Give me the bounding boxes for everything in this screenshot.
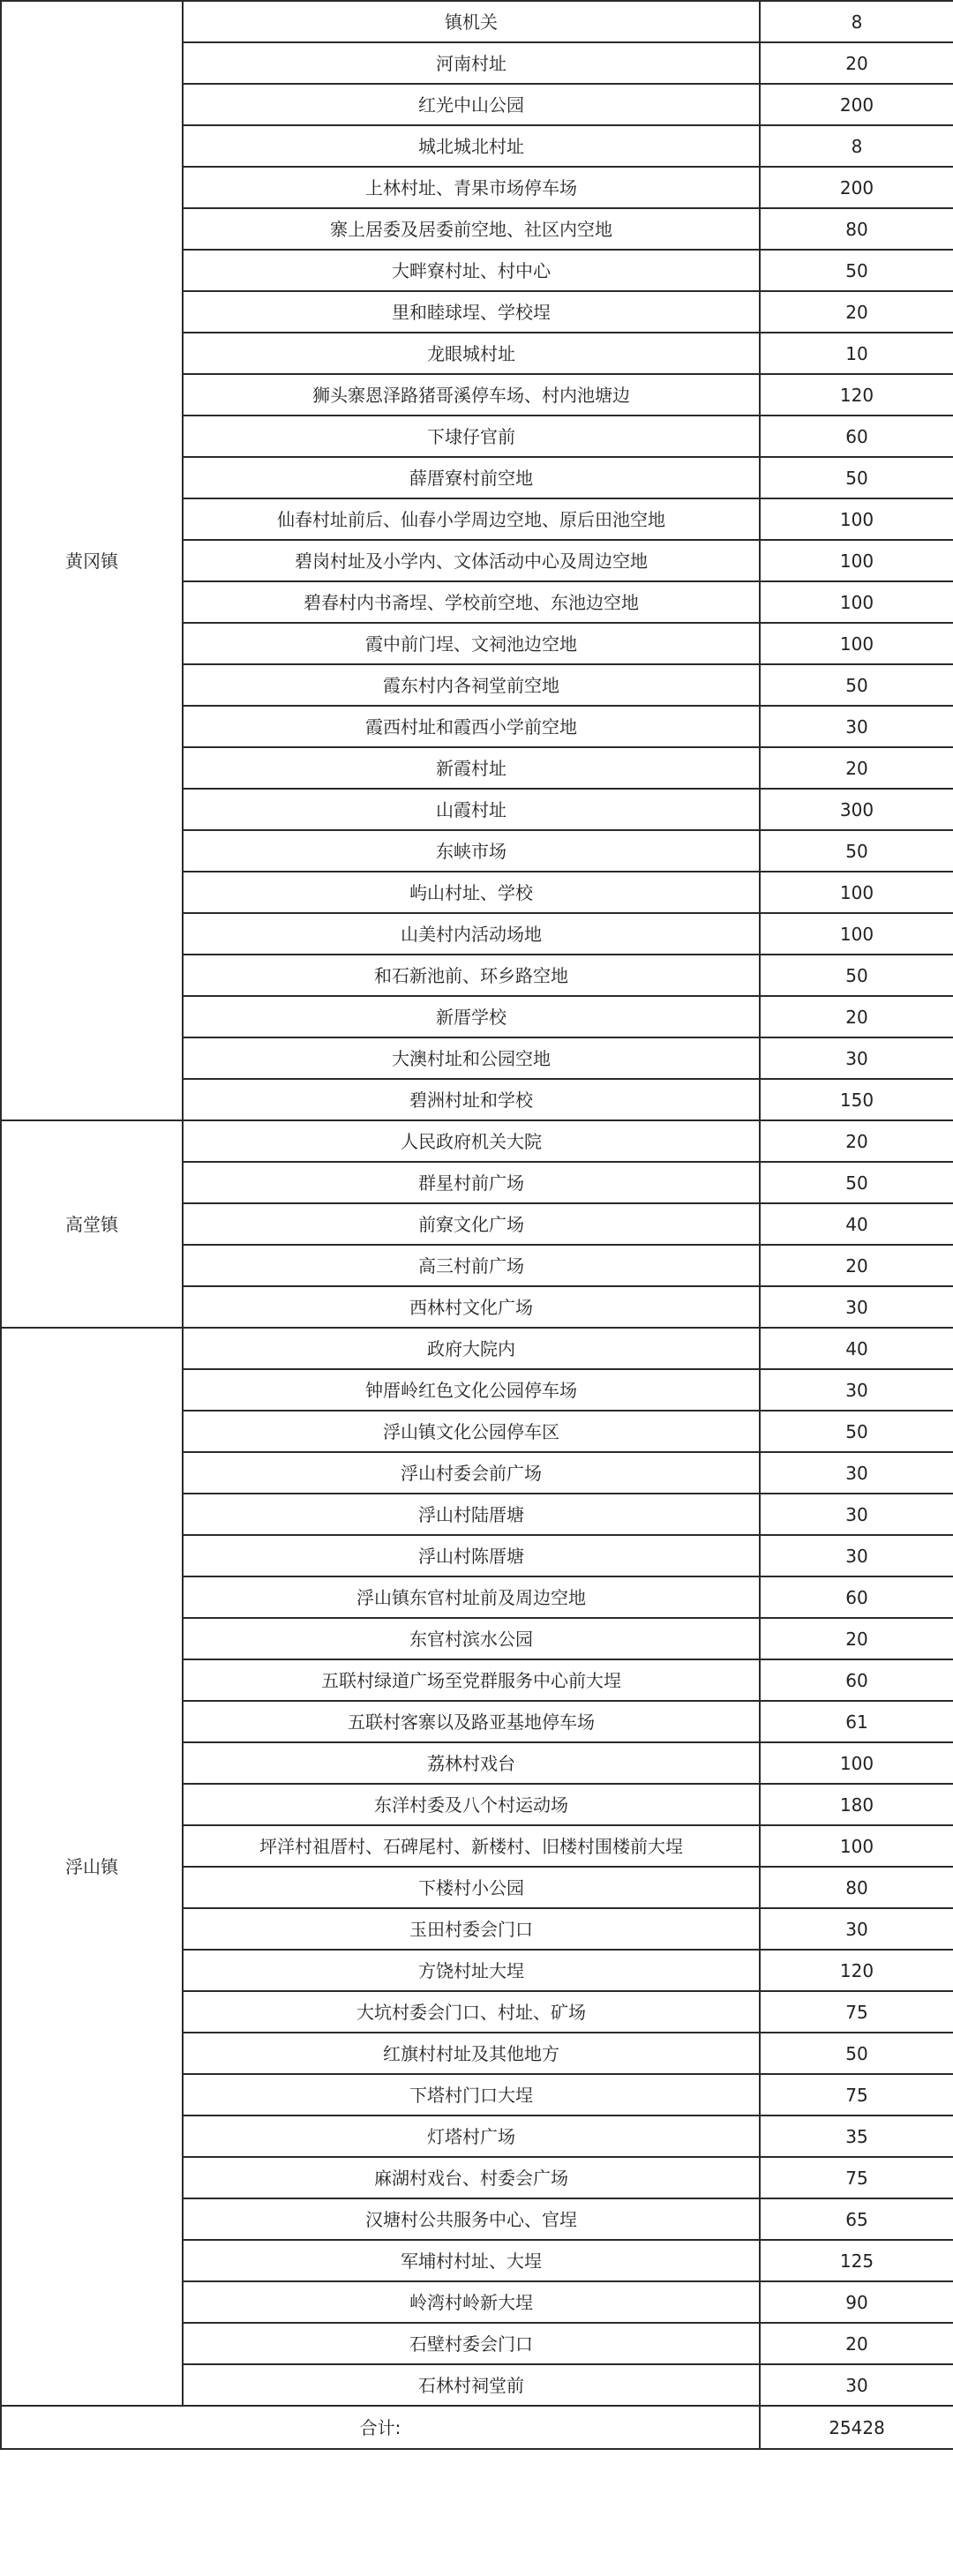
shelter-location-cell: 钟厝岭红色文化公园停车场: [183, 1369, 760, 1411]
capacity-cell: 20: [760, 747, 953, 789]
table-row: [1, 1120, 953, 1162]
capacity-cell: 80: [760, 1867, 953, 1908]
shelter-location-cell: 灯塔村广场: [183, 2115, 760, 2157]
capacity-cell: 200: [760, 167, 953, 208]
capacity-cell: 30: [760, 1535, 953, 1576]
capacity-cell: 120: [760, 374, 953, 416]
total-value: 25428: [760, 2406, 953, 2449]
shelter-location-cell: 浮山村陈厝塘: [183, 1535, 760, 1576]
capacity-cell: 30: [760, 1452, 953, 1494]
capacity-cell: 30: [760, 1908, 953, 1950]
capacity-cell: 20: [760, 1618, 953, 1659]
capacity-cell: 20: [760, 996, 953, 1037]
capacity-cell: 300: [760, 789, 953, 830]
capacity-cell: 100: [760, 872, 953, 913]
capacity-cell: 8: [760, 1, 953, 42]
capacity-cell: 60: [760, 1659, 953, 1701]
capacity-cell: 100: [760, 623, 953, 664]
capacity-cell: 50: [760, 1411, 953, 1452]
capacity-cell: 100: [760, 498, 953, 540]
shelter-location-cell: 浮山村陆厝塘: [183, 1494, 760, 1535]
capacity-cell: 80: [760, 208, 953, 250]
capacity-cell: 75: [760, 2157, 953, 2198]
capacity-cell: 35: [760, 2115, 953, 2157]
town-name-cell: 黄冈镇: [1, 1, 183, 1120]
capacity-cell: 20: [760, 1120, 953, 1162]
shelter-location-cell: 玉田村委会门口: [183, 1908, 760, 1950]
shelter-location-cell: 碧春村内书斋埕、学校前空地、东池边空地: [183, 581, 760, 623]
capacity-cell: 100: [760, 1742, 953, 1784]
shelter-location-cell: 碧岗村址及小学内、文体活动中心及周边空地: [183, 540, 760, 581]
shelter-location-cell: 群星村前广场: [183, 1162, 760, 1203]
capacity-cell: 30: [760, 1494, 953, 1535]
table-body: [1, 1, 953, 2449]
capacity-cell: 50: [760, 830, 953, 872]
capacity-cell: 180: [760, 1784, 953, 1825]
capacity-cell: 50: [760, 457, 953, 498]
capacity-cell: 65: [760, 2198, 953, 2240]
shelter-location-cell: 里和睦球埕、学校埕: [183, 291, 760, 333]
shelter-location-cell: 屿山村址、学校: [183, 872, 760, 913]
shelter-location-cell: 东洋村委及八个村运动场: [183, 1784, 760, 1825]
total-label: 合计:: [1, 2406, 760, 2449]
shelter-location-cell: 浮山村委会前广场: [183, 1452, 760, 1494]
shelter-location-cell: 荔林村戏台: [183, 1742, 760, 1784]
capacity-cell: 20: [760, 42, 953, 84]
capacity-cell: 125: [760, 2240, 953, 2281]
capacity-cell: 50: [760, 1162, 953, 1203]
shelter-location-cell: 和石新池前、环乡路空地: [183, 955, 760, 996]
shelter-location-cell: 东峡市场: [183, 830, 760, 872]
capacity-cell: 50: [760, 955, 953, 996]
capacity-cell: 100: [760, 1825, 953, 1867]
shelter-location-cell: 大坑村委会门口、村址、矿场: [183, 1991, 760, 2033]
capacity-cell: 61: [760, 1701, 953, 1742]
shelter-location-cell: 东官村滨水公园: [183, 1618, 760, 1659]
shelter-location-cell: 人民政府机关大院: [183, 1120, 760, 1162]
capacity-cell: 90: [760, 2281, 953, 2323]
capacity-cell: 20: [760, 2323, 953, 2364]
total-row: [1, 2406, 953, 2449]
capacity-cell: 100: [760, 581, 953, 623]
shelter-location-cell: 狮头寨恩泽路猪哥溪停车场、村内池塘边: [183, 374, 760, 416]
capacity-cell: 50: [760, 2033, 953, 2074]
shelter-location-cell: 仙春村址前后、仙春小学周边空地、原后田池空地: [183, 498, 760, 540]
shelter-location-cell: 五联村客寨以及路亚基地停车场: [183, 1701, 760, 1742]
shelter-location-cell: 岭湾村岭新大埕: [183, 2281, 760, 2323]
shelter-location-cell: 浮山镇文化公园停车区: [183, 1411, 760, 1452]
capacity-cell: 8: [760, 125, 953, 167]
shelter-location-cell: 霞西村址和霞西小学前空地: [183, 706, 760, 747]
shelter-location-cell: 政府大院内: [183, 1328, 760, 1369]
shelter-location-cell: 军埔村村址、大埕: [183, 2240, 760, 2281]
capacity-cell: 100: [760, 913, 953, 955]
capacity-cell: 30: [760, 706, 953, 747]
shelter-location-cell: 镇机关: [183, 1, 760, 42]
shelter-location-cell: 城北城北村址: [183, 125, 760, 167]
shelter-location-cell: 大澳村址和公园空地: [183, 1037, 760, 1079]
shelter-location-cell: 大畔寮村址、村中心: [183, 250, 760, 291]
shelter-location-cell: 霞中前门埕、文祠池边空地: [183, 623, 760, 664]
shelter-location-cell: 前寮文化广场: [183, 1203, 760, 1245]
capacity-cell: 10: [760, 333, 953, 374]
shelter-location-cell: 坪洋村祖厝村、石碑尾村、新楼村、旧楼村围楼前大埕: [183, 1825, 760, 1867]
shelter-location-cell: 汉塘村公共服务中心、官埕: [183, 2198, 760, 2240]
capacity-cell: 30: [760, 1369, 953, 1411]
town-name-cell: 浮山镇: [1, 1328, 183, 2406]
shelter-location-cell: 山霞村址: [183, 789, 760, 830]
capacity-cell: 60: [760, 1576, 953, 1618]
capacity-cell: 50: [760, 250, 953, 291]
capacity-cell: 30: [760, 2364, 953, 2406]
shelter-location-cell: 新厝学校: [183, 996, 760, 1037]
shelter-location-cell: 下埭仔官前: [183, 416, 760, 457]
shelter-location-cell: 上林村址、青果市场停车场: [183, 167, 760, 208]
shelter-location-cell: 碧洲村址和学校: [183, 1079, 760, 1120]
shelter-location-cell: 麻湖村戏台、村委会广场: [183, 2157, 760, 2198]
shelter-location-cell: 石林村祠堂前: [183, 2364, 760, 2406]
shelter-location-cell: 浮山镇东官村址前及周边空地: [183, 1576, 760, 1618]
shelter-location-cell: 薛厝寮村前空地: [183, 457, 760, 498]
shelter-location-cell: 霞东村内各祠堂前空地: [183, 664, 760, 706]
table-row: [1, 1, 953, 42]
capacity-cell: 30: [760, 1037, 953, 1079]
capacity-cell: 40: [760, 1328, 953, 1369]
capacity-cell: 20: [760, 291, 953, 333]
shelter-location-cell: 下塔村门口大埕: [183, 2074, 760, 2115]
shelter-location-cell: 山美村内活动场地: [183, 913, 760, 955]
shelter-location-cell: 红光中山公园: [183, 84, 760, 125]
shelter-location-cell: 河南村址: [183, 42, 760, 84]
capacity-cell: 100: [760, 540, 953, 581]
capacity-cell: 20: [760, 1245, 953, 1286]
capacity-cell: 150: [760, 1079, 953, 1120]
capacity-cell: 120: [760, 1950, 953, 1991]
capacity-cell: 30: [760, 1286, 953, 1328]
shelter-location-cell: 石壁村委会门口: [183, 2323, 760, 2364]
capacity-cell: 50: [760, 664, 953, 706]
shelter-location-cell: 西林村文化广场: [183, 1286, 760, 1328]
shelter-location-cell: 龙眼城村址: [183, 333, 760, 374]
capacity-cell: 60: [760, 416, 953, 457]
shelter-location-cell: 方饶村址大埕: [183, 1950, 760, 1991]
capacity-cell: 75: [760, 2074, 953, 2115]
shelter-location-cell: 下楼村小公园: [183, 1867, 760, 1908]
shelter-location-cell: 红旗村村址及其他地方: [183, 2033, 760, 2074]
shelter-location-cell: 高三村前广场: [183, 1245, 760, 1286]
town-name-cell: 高堂镇: [1, 1120, 183, 1328]
capacity-cell: 200: [760, 84, 953, 125]
table-row: [1, 1328, 953, 1369]
shelter-location-cell: 五联村绿道广场至党群服务中心前大埕: [183, 1659, 760, 1701]
shelter-location-cell: 新霞村址: [183, 747, 760, 789]
capacity-cell: 75: [760, 1991, 953, 2033]
shelter-location-cell: 寨上居委及居委前空地、社区内空地: [183, 208, 760, 250]
capacity-cell: 40: [760, 1203, 953, 1245]
